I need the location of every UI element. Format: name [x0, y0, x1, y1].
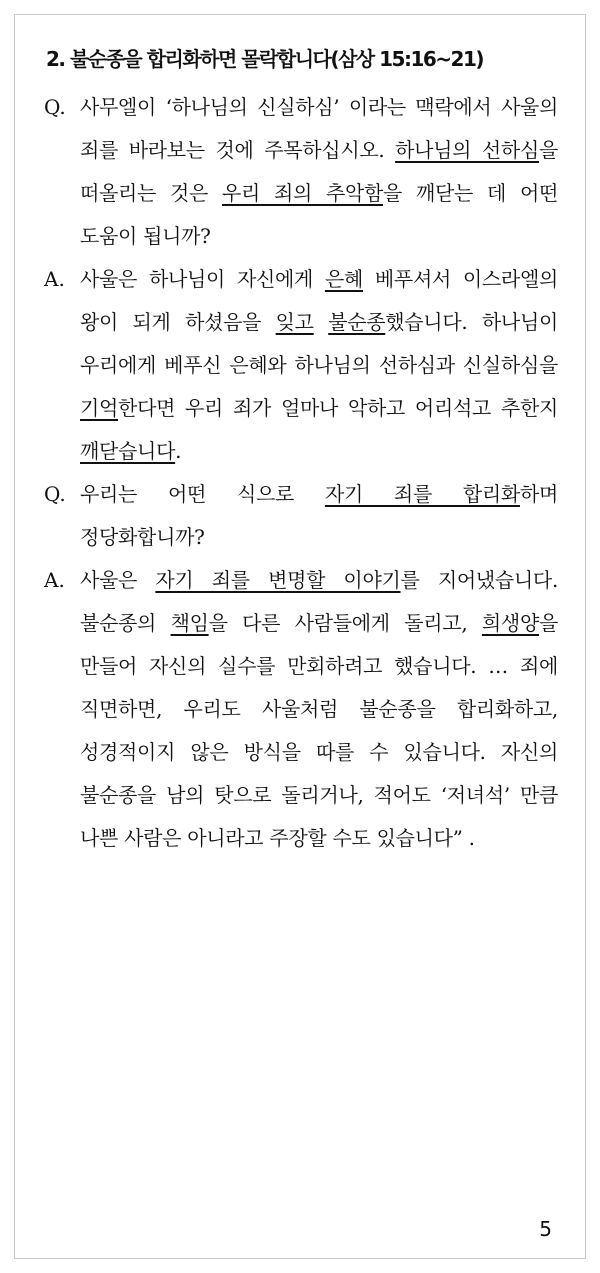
underlined-phrase: 자기 죄를 합리화: [324, 482, 520, 506]
qa-text: [80, 559, 558, 860]
text-run: 을 다른 사람들에게 돌리고,: [208, 611, 482, 635]
qa-marker: Q.: [44, 95, 66, 119]
text-run: 한다면 우리 죄가 얼마나 악하고 어리석고 추한지: [118, 396, 558, 420]
text-run: 사무엘이 ‘하나님의 신실하심’ 이라는 맥락에서 사울의 죄를 바라보는 것에 주목하십시오.: [80, 95, 558, 162]
qa-marker: Q.: [44, 482, 66, 506]
text-run: 을 깨닫는 데 어떤 도움이 됩니까?: [80, 181, 558, 248]
text-run: 사울은 하나님이 자신에게: [80, 267, 325, 291]
underlined-phrase: 불순종: [328, 310, 386, 334]
text-run: 하며 정당화합니까?: [80, 482, 558, 549]
text-run: 를 지어냈습니다. 불순종의: [80, 568, 559, 635]
underlined-phrase: 우리 죄의 추악함: [222, 181, 384, 205]
text-run: 우리는 어떤 식으로: [80, 482, 325, 506]
question-block: [44, 86, 558, 258]
underlined-phrase: 희생양: [481, 611, 539, 635]
qa-text: [80, 258, 558, 473]
text-run: 사울은: [80, 568, 156, 592]
qa-marker: A.: [44, 568, 65, 592]
underlined-phrase: 책임: [170, 611, 209, 635]
text-run: .: [175, 439, 182, 463]
underlined-phrase: 하나님의 선하심: [395, 138, 539, 162]
underlined-phrase: 기억: [80, 396, 119, 420]
answer-block: [44, 258, 558, 473]
text-run: [314, 310, 329, 334]
qa-list: [44, 86, 558, 860]
page-number: 5: [539, 1217, 552, 1241]
text-run: 을 떠올리는 것은: [80, 138, 558, 205]
question-block: [44, 473, 558, 559]
underlined-phrase: 잊고: [275, 310, 314, 334]
qa-marker: A.: [44, 267, 65, 291]
text-run: 을 만들어 자신의 실수를 만회하려고 했습니다. … 죄에 직면하면, 우리도 사울처럼 불순종을 합리화하고, 성경적이지 않은 방식을 따를 수 있습니다. 자신의 불순종을 남의 탓으로 돌리거나, 적어도 ‘저녀석’ 만큼 나쁜 사람은 아니라고 주장할 수도 있습니다” .: [80, 611, 558, 850]
qa-text: [80, 86, 558, 258]
text-run: 베푸셔서 이스라엘의 왕이 되게 하셨음을: [80, 267, 558, 334]
underlined-phrase: 은혜: [324, 267, 363, 291]
text-run: 했습니다. 하나님이 우리에게 베푸신 은혜와 하나님의 선하심과 신실하심을: [80, 310, 558, 377]
underlined-phrase: 자기 죄를 변명할 이야기: [155, 568, 401, 592]
answer-block: [44, 559, 558, 860]
qa-text: [80, 473, 558, 559]
underlined-phrase: 깨닫습니다: [80, 439, 176, 463]
section-title: 2. 불순종을 합리화하면 몰락합니다(삼상 15:16~21): [46, 47, 484, 71]
